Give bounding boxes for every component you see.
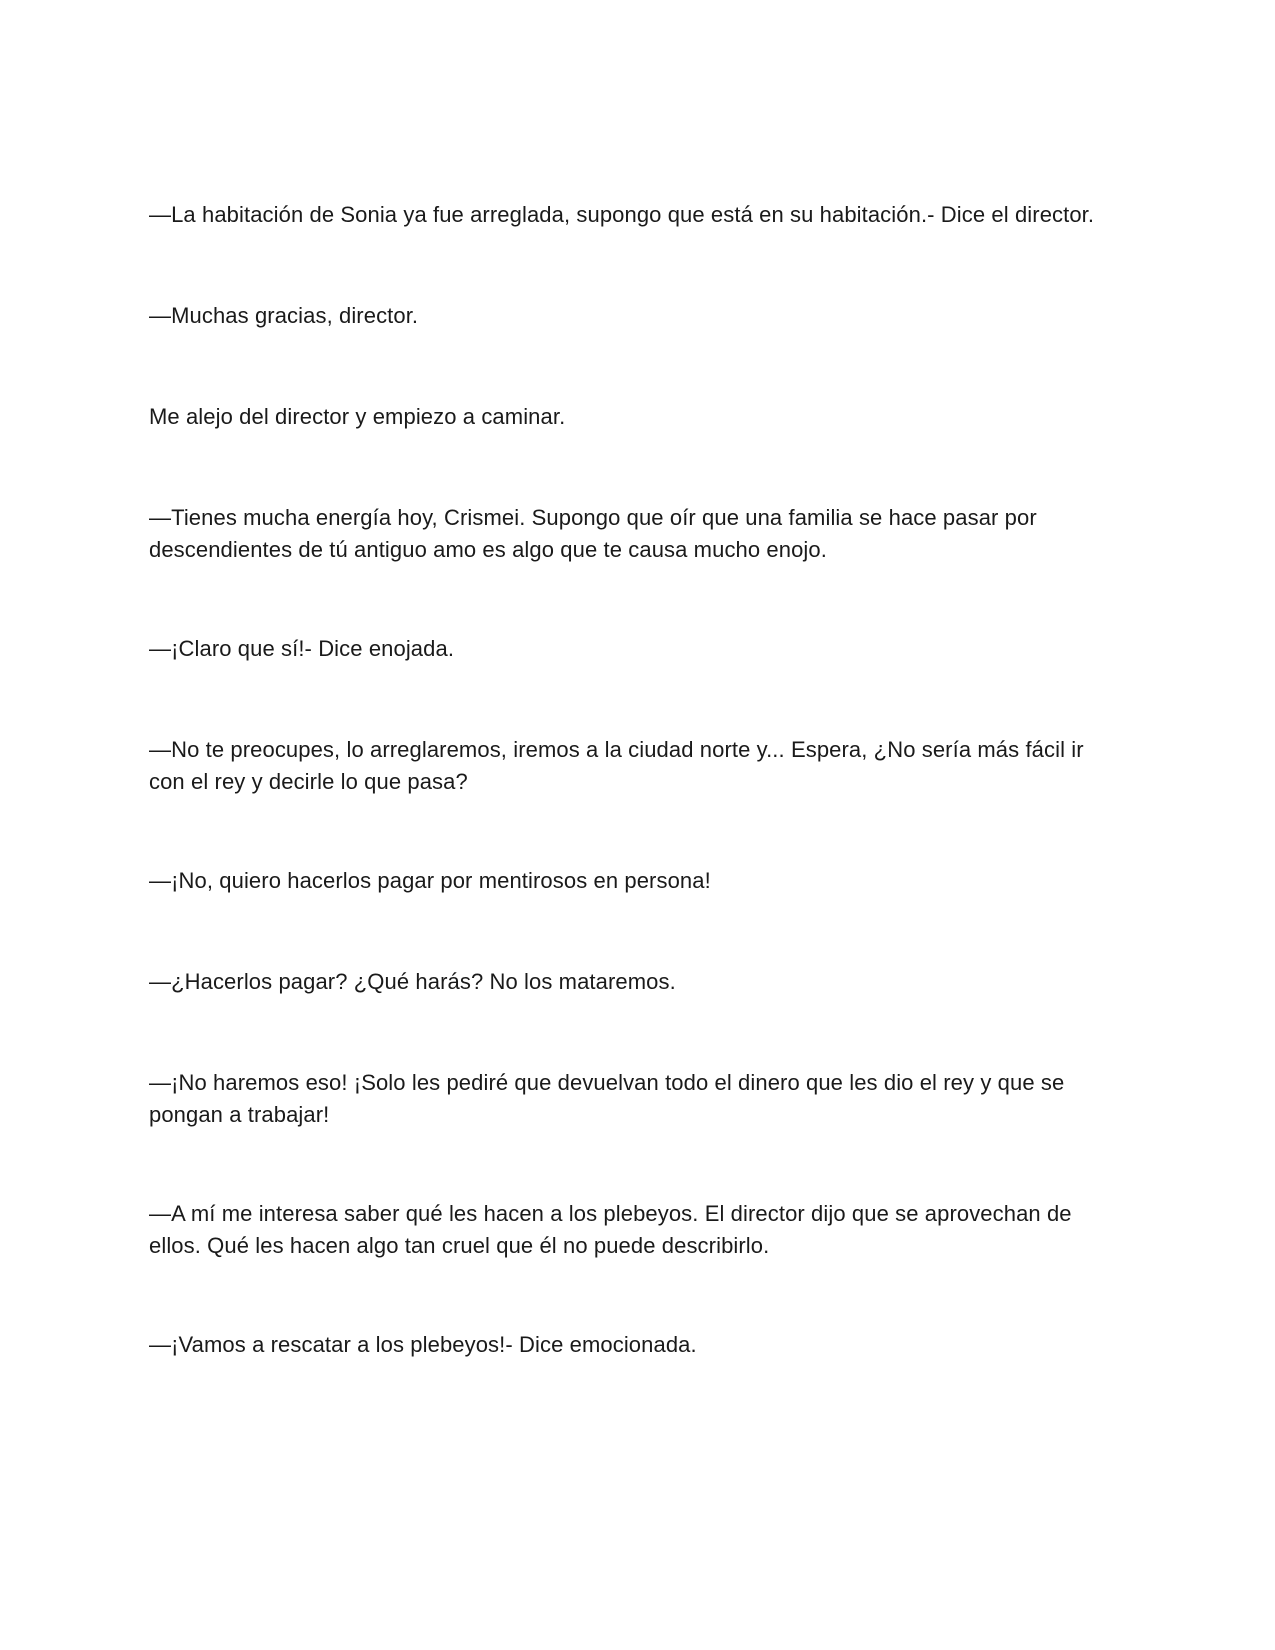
paragraph: —No te preocupes, lo arreglaremos, iremos a la ciudad norte y... Espera, ¿No sería más fácil ir con el rey y decirle lo que pasa?: [149, 737, 1084, 794]
paragraph: —Tienes mucha energía hoy, Crismei. Supongo que oír que una familia se hace pasar por descendientes de tú antiguo amo es algo que te causa mucho enojo.: [149, 505, 1037, 562]
paragraph: —¡No haremos eso! ¡Solo les pediré que devuelvan todo el dinero que les dio el rey y que se pongan a trabajar!: [149, 1070, 1065, 1127]
paragraph: —¿Hacerlos pagar? ¿Qué harás? No los mataremos.: [149, 969, 676, 994]
paragraph: —A mí me interesa saber qué les hacen a los plebeyos. El director dijo que se aprovechan de ellos. Qué les hacen algo tan cruel que él no puede describirlo.: [149, 1201, 1072, 1258]
paragraph: —¡No, quiero hacerlos pagar por mentirosos en persona!: [149, 868, 711, 893]
paragraph: —La habitación de Sonia ya fue arreglada, supongo que está en su habitación.- Dice el director.: [149, 202, 1095, 227]
paragraph: Me alejo del director y empiezo a caminar.: [149, 404, 566, 429]
paragraph: —¡Claro que sí!- Dice enojada.: [149, 636, 455, 661]
paragraph: —Muchas gracias, director.: [149, 303, 419, 328]
paragraph: —¡Vamos a rescatar a los plebeyos!- Dice emocionada.: [149, 1332, 697, 1357]
